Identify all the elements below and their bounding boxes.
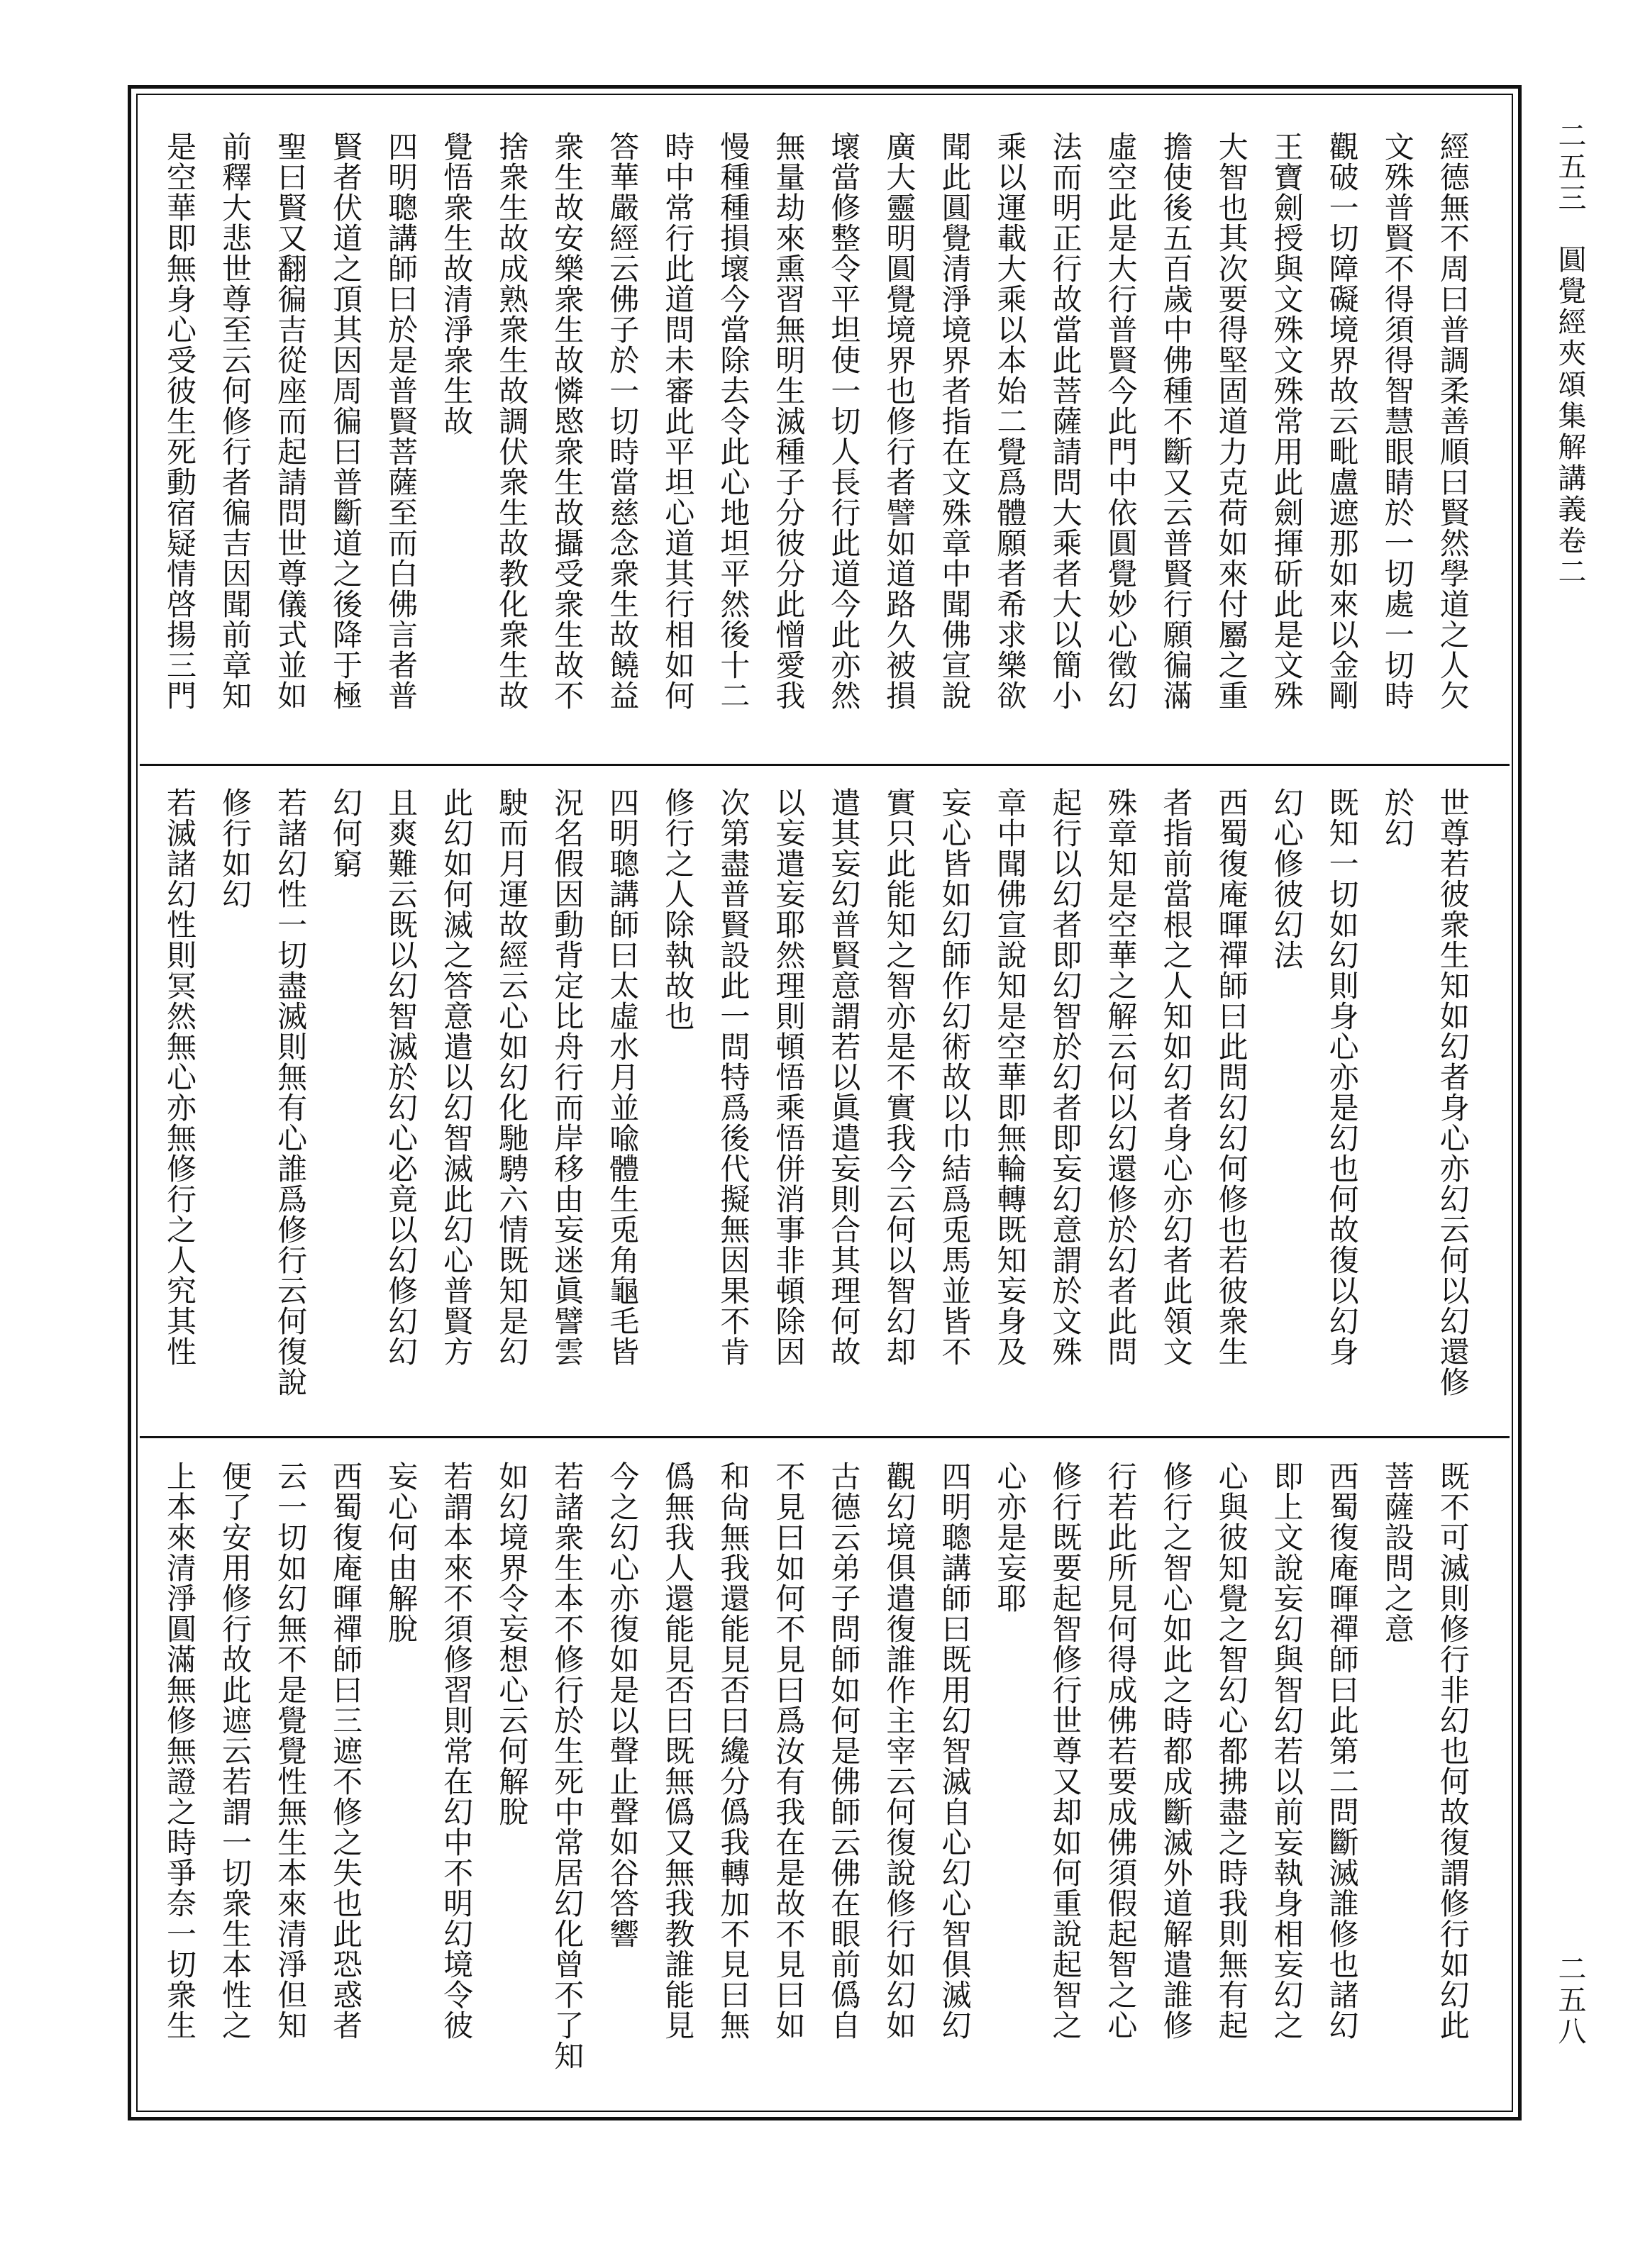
- text-column: 云一切如幻無不是覺覺性無生本來清淨但知: [273, 1461, 309, 2040]
- text-column: 四明聰講師曰太虛水月並喩體生兎角龜毛皆: [605, 787, 641, 1367]
- text-column: 若謂本來不須修習則常在幻中不明幻境令彼: [439, 1461, 475, 2040]
- text-column: 修行既要起智修行世尊又却如何重說起智之: [1048, 1461, 1083, 2040]
- text-column: 西蜀復庵暉禪師曰三遮不修之失也此恐惑者: [328, 1461, 364, 2040]
- register-divider-2: [140, 1436, 1510, 1438]
- text-column: 駛而月運故經云心如幻化馳騁六情既知是幻: [494, 787, 530, 1367]
- text-column: 既不可滅則修行非幻也何故復謂修行如幻此: [1435, 1461, 1471, 2040]
- text-column: 大智也其次要得堅固道力克荷如來付屬之重: [1214, 131, 1249, 711]
- text-column: 無量劫來熏習無明生滅種子分彼分此憎愛我: [771, 131, 807, 711]
- text-column: 幻何窮: [328, 787, 364, 879]
- text-column: 答華嚴經云佛子於一切時當慈念衆生故饒益: [605, 131, 641, 711]
- text-column: 虛空此是大行普賢今此門中依圓覺妙心徵幻: [1103, 131, 1139, 711]
- text-column: 西蜀復庵暉禪師曰此問幻幻何修也若彼衆生: [1214, 787, 1249, 1367]
- text-column: 於幻: [1380, 787, 1415, 848]
- text-column: 僞無我人還能見否曰既無僞又無我教誰能見: [660, 1461, 696, 2040]
- text-column: 四明聰講師曰於是普賢菩薩至而白佛言者普: [384, 131, 419, 711]
- text-column: 行若此所見何得成佛若要成佛須假起智之心: [1103, 1461, 1139, 2040]
- text-column: 世尊若彼衆生知如幻者身心亦幻云何以幻還修: [1435, 787, 1471, 1397]
- text-column: 時中常行此道問未審此平坦心道其行相如何: [660, 131, 696, 711]
- text-register-bottom: [158, 1461, 1474, 2099]
- text-column: 擔使後五百歲中佛種不斷又云普賢行願徧滿: [1158, 131, 1194, 711]
- text-column: 前釋大悲世尊至云何修行者徧吉因聞前章知: [218, 131, 253, 711]
- text-column: 者指前當根之人知如幻者身心亦幻者此領文: [1158, 787, 1194, 1367]
- register-divider-1: [140, 764, 1510, 766]
- text-column: 王寶劍授與文殊文殊常用此劍揮斫此是文殊: [1269, 131, 1305, 711]
- text-column: 修行之人除執故也: [660, 787, 696, 1031]
- text-column: 妄心何由解脫: [384, 1461, 419, 1644]
- page-frame: [128, 85, 1522, 2120]
- text-column: 遣其妄幻普賢意謂若以眞遣妄則合其理何故: [826, 787, 862, 1367]
- text-column: 幻心修彼幻法: [1269, 787, 1305, 970]
- text-column: 此幻如何滅之答意遣以幻智滅此幻心普賢方: [439, 787, 475, 1367]
- text-column: 賢者伏道之頂其因周徧曰普斷道之後降于極: [328, 131, 364, 711]
- text-column: 既知一切如幻則身心亦是幻也何故復以幻身: [1324, 787, 1360, 1367]
- text-column: 便了安用修行故此遮云若謂一切衆生本性之: [218, 1461, 253, 2040]
- text-column: 心與彼知覺之智幻心都拂盡之時我則無有起: [1214, 1461, 1249, 2040]
- text-column: 況名假因動背定比舟行而岸移由妄迷眞譬雲: [550, 787, 585, 1367]
- text-column: 壞當修整令平坦使一切人長行此道今此亦然: [826, 131, 862, 711]
- text-column: 古德云弟子問師如何是佛師云佛在眼前僞自: [826, 1461, 862, 2040]
- text-column: 修行之智心如此之時都成斷滅外道解遣誰修: [1158, 1461, 1194, 2040]
- text-column: 乘以運載大乘以本始二覺爲體願者希求樂欲: [992, 131, 1028, 711]
- text-column: 是空華即無身心受彼生死動宿疑情啓揚三門: [162, 131, 197, 711]
- text-column: 廣大靈明圓覺境界也修行者譬如道路久被損: [882, 131, 917, 711]
- text-column: 西蜀復庵暉禪師曰此第二問斷滅誰修也諸幻: [1324, 1461, 1360, 2040]
- text-column: 如幻境界令妄想心云何解脫: [494, 1461, 530, 1827]
- text-column: 衆生故安樂衆生故憐愍衆生故攝受衆生故不: [550, 131, 585, 711]
- text-register-middle: [158, 787, 1474, 1425]
- text-column: 次第盡普賢設此一問特爲後代擬無因果不肯: [716, 787, 751, 1367]
- text-column: 以妄遣妄耶然理則頓悟乘悟併消事非頓除因: [771, 787, 807, 1367]
- page-number-top: 二五三: [1554, 121, 1586, 214]
- text-column: 觀破一切障礙境界故云毗盧遮那如來以金剛: [1324, 131, 1360, 711]
- text-column: 慢種種損壞今當除去令此心地坦平然後十二: [716, 131, 751, 711]
- text-column: 捨衆生故成熟衆生故調伏衆生故教化衆生故: [494, 131, 530, 711]
- text-column: 和尙無我還能見否曰纔分僞我轉加不見曰無: [716, 1461, 751, 2040]
- text-column: 章中聞佛宣說知是空華即無輪轉既知妄身及: [992, 787, 1028, 1367]
- text-column: 覺悟衆生故清淨衆生故: [439, 131, 475, 436]
- text-column: 四明聰講師曰既用幻智滅自心幻心智俱滅幻: [937, 1461, 973, 2040]
- text-column: 聖曰賢又翻徧吉從座而起請問世尊儀式並如: [273, 131, 309, 711]
- text-column: 妄心皆如幻師作幻術故以巾結爲兎馬並皆不: [937, 787, 973, 1367]
- text-column: 經德無不周曰普調柔善順曰賢然學道之人欠: [1435, 131, 1471, 711]
- text-column: 實只此能知之智亦是不實我今云何以智幻却: [882, 787, 917, 1367]
- text-column: 菩薩設問之意: [1380, 1461, 1415, 1644]
- text-column: 心亦是妄耶: [992, 1461, 1028, 1613]
- text-column: 若滅諸幻性則冥然無心亦無修行之人究其性: [162, 787, 197, 1367]
- text-column: 法而明正行故當此菩薩請問大乘者大以簡小: [1048, 131, 1083, 711]
- text-column: 文殊普賢不得須得智慧眼睛於一切處一切時: [1380, 131, 1415, 711]
- text-column: 起行以幻者即幻智於幻者即妄幻意謂於文殊: [1048, 787, 1083, 1367]
- text-column: 若諸衆生本不修行於生死中常居幻化曾不了知: [550, 1461, 585, 2071]
- text-register-top: [158, 131, 1474, 755]
- text-column: 殊章知是空華之解云何以幻還修於幻者此問: [1103, 787, 1139, 1367]
- text-column: 即上文說妄幻與智幻若以前妄執身相妄幻之: [1269, 1461, 1305, 2040]
- text-column: 聞此圓覺清淨境界者指在文殊章中聞佛宣說: [937, 131, 973, 711]
- text-column: 上本來清淨圓滿無修無證之時爭奈一切衆生: [162, 1461, 197, 2040]
- page-number-bottom: 二五八: [1554, 1954, 1586, 2047]
- book-title: 圓覺經夾頌集解講義卷二: [1554, 245, 1586, 588]
- text-column: 修行如幻: [218, 787, 253, 909]
- text-column: 若諸幻性一切盡滅則無有心誰爲修行云何復說: [273, 787, 309, 1397]
- text-column: 且爽難云既以幻智滅於幻心必竟以幻修幻幻: [384, 787, 419, 1367]
- text-column: 觀幻境俱遣復誰作主宰云何復說修行如幻如: [882, 1461, 917, 2040]
- text-column: 不見曰如何不見曰爲汝有我在是故不見曰如: [771, 1461, 807, 2040]
- text-column: 今之幻心亦復如是以聲止聲如谷答響: [605, 1461, 641, 1949]
